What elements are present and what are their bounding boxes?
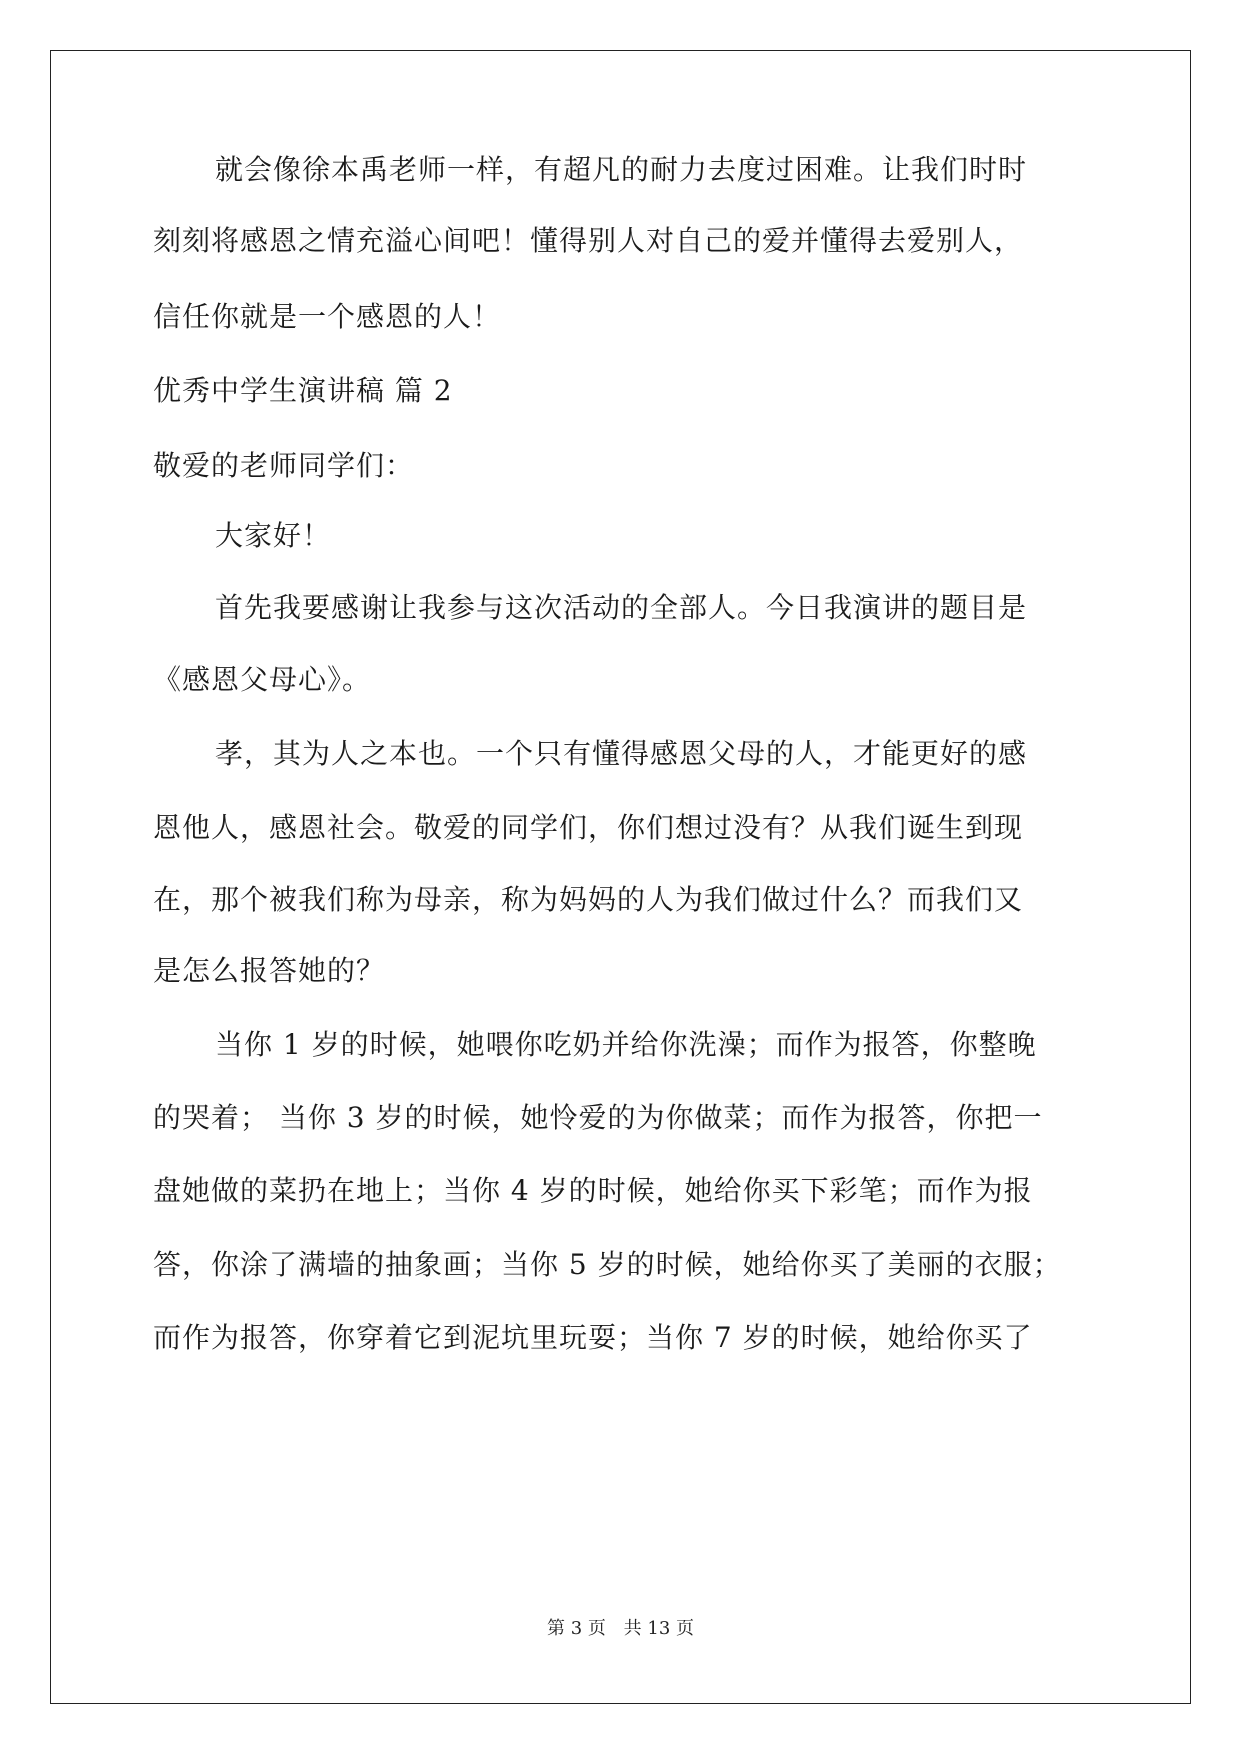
paragraph-line: 在，那个被我们称为母亲，称为妈妈的人为我们做过什么？而我们又: [153, 883, 1024, 916]
paragraph-line: 答，你涂了满墙的抽象画；当你 5 岁的时候，她给你买了美丽的衣服；: [153, 1248, 1062, 1281]
paragraph-line: 就会像徐本禹老师一样，有超凡的耐力去度过困难。让我们时时: [215, 153, 1028, 186]
paragraph-line: 盘她做的菜扔在地上；当你 4 岁的时候，她给你买下彩笔；而作为报: [153, 1174, 1033, 1207]
paragraph-line: 《感恩父母心》。: [153, 663, 372, 696]
greeting: 大家好！: [215, 519, 332, 552]
paragraph-line: 当你 1 岁的时候，她喂你吃奶并给你洗澡；而作为报答，你整晚: [215, 1028, 1037, 1061]
paragraph-line: 孝，其为人之本也。一个只有懂得感恩父母的人，才能更好的感: [215, 737, 1028, 770]
paragraph-line: 恩他人，感恩社会。敬爱的同学们，你们想过没有？从我们诞生到现: [153, 811, 1024, 844]
paragraph-line: 信任你就是一个感恩的人！: [153, 300, 502, 333]
paragraph-line: 的哭着； 当你 3 岁的时候，她怜爱的为你做菜；而作为报答，你把一: [153, 1101, 1043, 1134]
page-footer: [0, 1617, 1241, 1641]
paragraph-line: 首先我要感谢让我参与这次活动的全部人。今日我演讲的题目是: [215, 591, 1028, 624]
section-heading: 优秀中学生演讲稿 篇 2: [153, 374, 453, 407]
page-number-total: 共 13 页: [623, 1618, 694, 1639]
paragraph-line: 刻刻将感恩之情充溢心间吧！懂得别人对自己的爱并懂得去爱别人，: [153, 224, 1024, 257]
paragraph-line: 是怎么报答她的？: [153, 954, 386, 987]
salutation: 敬爱的老师同学们：: [153, 449, 415, 482]
paragraph-line: 而作为报答，你穿着它到泥坑里玩耍；当你 7 岁的时候，她给你买了: [153, 1321, 1033, 1354]
page-number-current: 第 3 页: [547, 1618, 606, 1639]
